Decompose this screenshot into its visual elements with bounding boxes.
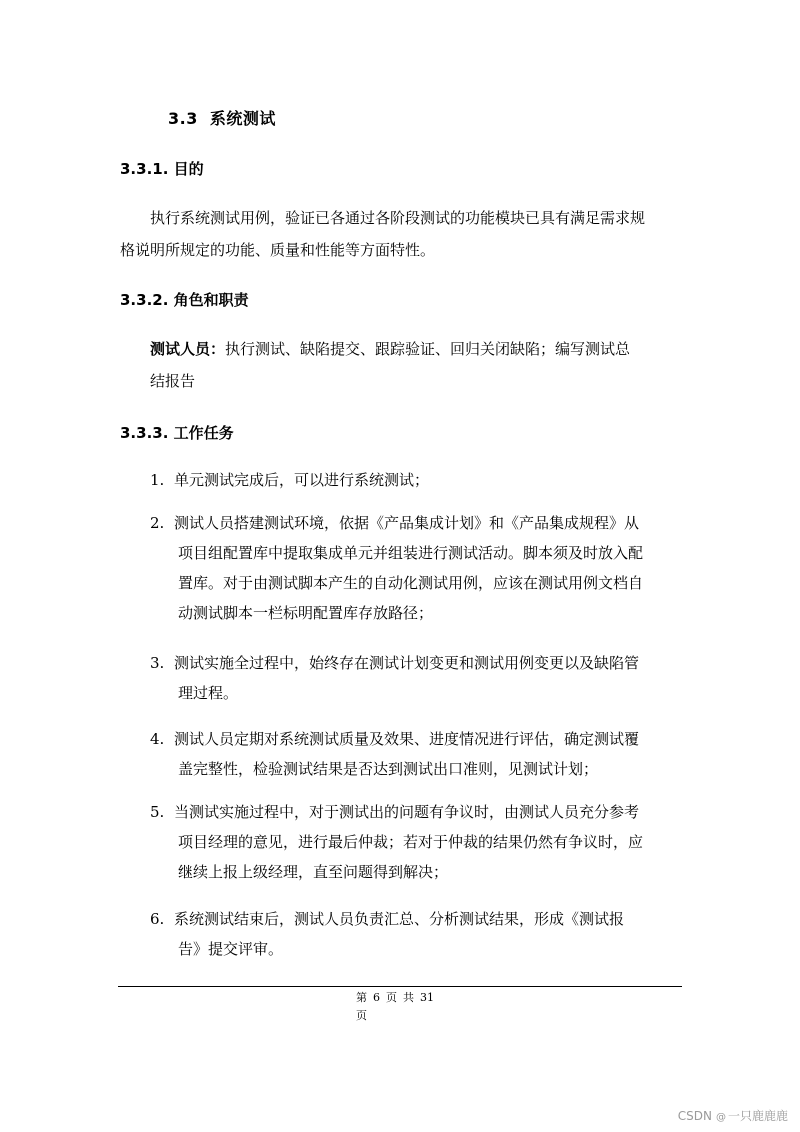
footer-gong: 共 <box>403 991 414 1004</box>
footer-suffix: 页 <box>356 1009 367 1022</box>
role-line-2: 结报告 <box>150 372 196 390</box>
section-title <box>168 106 276 129</box>
task-line: 单元测试完成后，可以进行系统测试； <box>174 471 430 489</box>
task-item <box>150 465 680 495</box>
watermark-site: CSDN <box>677 1109 712 1123</box>
task-line: 测试实施全过程中，始终存在测试计划变更和测试用例变更以及缺陷管 <box>174 654 640 672</box>
task-line: 系统测试结束后，测试人员负责汇总、分析测试结果，形成《测试报 <box>174 910 625 928</box>
task-item <box>150 508 680 628</box>
role-line-1: 执行测试、缺陷提交、跟踪验证、回归关闭缺陷；编写测试总 <box>225 340 631 358</box>
footer-prefix: 第 <box>356 991 367 1004</box>
task-line: 理过程。 <box>178 684 239 702</box>
task-line: 项目组配置库中提取集成单元并组装进行测试活动。脚本须及时放入配 <box>178 544 644 562</box>
page-footer <box>356 989 434 1025</box>
task-item <box>150 648 680 708</box>
task-item <box>150 797 680 887</box>
task-line: 告》提交评审。 <box>178 940 284 958</box>
task-number: 4. <box>150 730 165 748</box>
task-number: 6. <box>150 910 165 928</box>
purpose-line-2: 格说明所规定的功能、质量和性能等方面特性。 <box>120 241 436 259</box>
footer-mid: 页 <box>386 991 397 1004</box>
tasks-heading: 3.3.3. 工作任务 <box>120 424 234 442</box>
task-number: 5. <box>150 803 165 821</box>
task-line: 继续上报上级经理，直至问题得到解决； <box>178 863 449 881</box>
task-number: 2. <box>150 514 165 532</box>
roles-paragraph <box>150 333 680 397</box>
task-line: 当测试实施过程中，对于测试出的问题有争议时，由测试人员充分参考 <box>174 803 640 821</box>
purpose-heading: 3.3.1. 目的 <box>120 160 204 178</box>
at-icon: @ <box>715 1112 726 1123</box>
task-line: 动测试脚本一栏标明配置库存放路径； <box>178 604 434 622</box>
task-item <box>150 724 680 784</box>
purpose-paragraph <box>120 202 680 266</box>
section-number: 3.3 <box>168 109 198 128</box>
task-number: 1. <box>150 471 165 489</box>
footer-total-pages: 31 <box>420 991 434 1004</box>
task-line: 盖完整性，检验测试结果是否达到测试出口准则，见测试计划； <box>178 760 599 778</box>
footer-page-number: 6 <box>373 991 380 1004</box>
roles-heading: 3.3.2. 角色和职责 <box>120 291 249 309</box>
footer-divider <box>118 986 682 987</box>
task-number: 3. <box>150 654 165 672</box>
task-item <box>150 904 680 964</box>
task-line: 测试人员定期对系统测试质量及效果、进度情况进行评估，确定测试覆 <box>174 730 640 748</box>
watermark <box>678 1107 788 1124</box>
task-line: 置库。对于由测试脚本产生的自动化测试用例，应该在测试用例文档自 <box>178 574 644 592</box>
section-title-text: 系统测试 <box>209 109 276 128</box>
role-label: 测试人员： <box>150 340 226 358</box>
task-line: 测试人员搭建测试环境，依据《产品集成计划》和《产品集成规程》从 <box>174 514 640 532</box>
task-line: 项目经理的意见，进行最后仲裁；若对于仲裁的结果仍然有争议时，应 <box>178 833 644 851</box>
watermark-author: 一只鹿鹿鹿 <box>727 1109 788 1123</box>
purpose-line-1: 执行系统测试用例，验证已各通过各阶段测试的功能模块已具有满足需求规 <box>150 209 646 227</box>
